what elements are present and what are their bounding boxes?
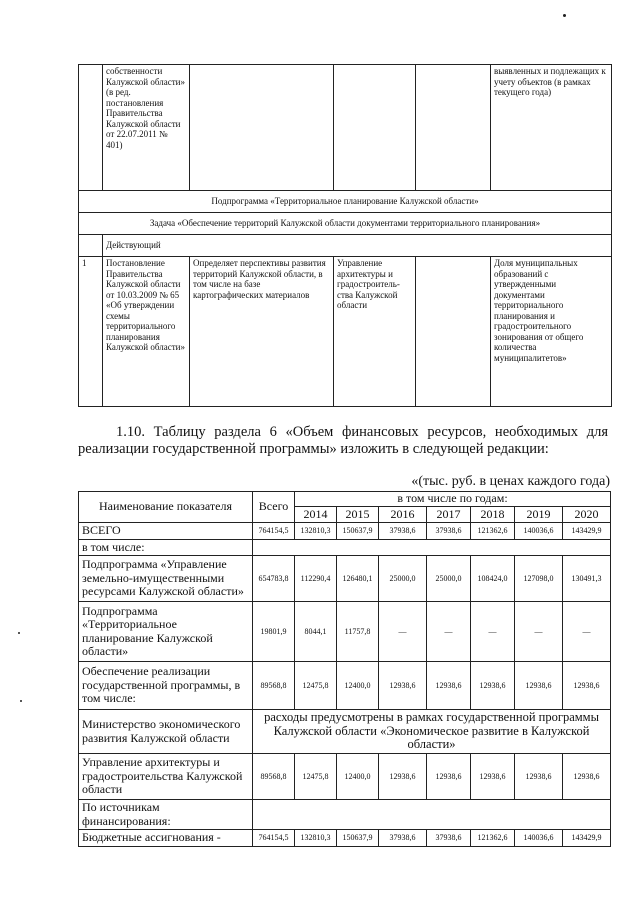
row-total: 654783,8 <box>253 556 295 602</box>
table-row <box>79 191 612 213</box>
row-note: расходы предусмотрены в рамках государственной программы Калужской области «Экономическое развитие в Калужской области» <box>253 710 611 754</box>
row-total: 89568,8 <box>253 754 295 800</box>
row-name: Бюджетные ассигнования - <box>79 830 253 847</box>
row-year-value: — <box>515 602 563 662</box>
header-year: 2019 <box>515 506 563 523</box>
row-year-value: 12475,8 <box>295 662 337 710</box>
row-year-value: 140036,6 <box>515 830 563 847</box>
table-row <box>79 539 611 556</box>
empty-cell <box>295 539 337 556</box>
table-row <box>79 800 611 830</box>
row-year-value: 8044,1 <box>295 602 337 662</box>
empty-cell <box>337 539 379 556</box>
empty-cell <box>427 800 471 830</box>
row-year-value: 130491,3 <box>563 556 611 602</box>
row-year-value: 25000,0 <box>379 556 427 602</box>
header-year: 2018 <box>471 506 515 523</box>
row-name: Обеспечение реализации государственной программы, в том числе: <box>79 662 253 710</box>
row-year-value: 12938,6 <box>515 662 563 710</box>
row-year-value: 108424,0 <box>471 556 515 602</box>
cell-indicator: выявленных и подлежащих к учету объектов (в рамках текущего года) <box>491 65 612 191</box>
row-total: 764154,5 <box>253 523 295 540</box>
row-name: ВСЕГО <box>79 523 253 540</box>
row-year-value: 37938,6 <box>379 830 427 847</box>
row-year-value: 112290,4 <box>295 556 337 602</box>
finance-table <box>78 491 611 847</box>
row-year-value: 12938,6 <box>563 662 611 710</box>
row-name: Подпрограмма «Управление земельно-имущественными ресурсами Калужской области» <box>79 556 253 602</box>
amendment-text: 1.10. Таблицу раздела 6 «Объем финансовых ресурсов, необходимых для реализации государственной программы» изложить в следующей редакции: <box>78 424 608 457</box>
table-row <box>79 523 611 540</box>
empty-cell <box>295 800 337 830</box>
empty-cell <box>515 539 563 556</box>
empty-cell <box>337 800 379 830</box>
header-year: 2016 <box>379 506 427 523</box>
row-name: Управление архитектуры и градостроительства Калужской области <box>79 754 253 800</box>
table-row <box>79 830 611 847</box>
cell-num <box>79 65 103 191</box>
row-name: Министерство экономического развития Калужской области <box>79 710 253 754</box>
row-year-value: 25000,0 <box>427 556 471 602</box>
row-year-value: 132810,3 <box>295 830 337 847</box>
row-year-value: 37938,6 <box>427 523 471 540</box>
row-year-value: 121362,6 <box>471 523 515 540</box>
row-year-value: — <box>563 602 611 662</box>
empty-cell <box>563 800 611 830</box>
cell-num <box>79 235 103 257</box>
empty-cell <box>563 539 611 556</box>
row-name: По источникам финансирования: <box>79 800 253 830</box>
cell-doc: собственности Калужской области» (в ред. постановления Правительства Калужской области от 22.07.2011 № 401) <box>103 65 190 191</box>
row-year-value: — <box>471 602 515 662</box>
header-name: Наименование показателя <box>79 492 253 523</box>
header-by-years: в том числе по годам: <box>295 492 611 507</box>
row-name: в том числе: <box>79 539 253 556</box>
cell-doc: Постановление Правительства Калужской области от 10.03.2009 № 65 «Об утверждении схемы территориального планирования Калужской области» <box>103 257 190 407</box>
cell-subject <box>190 65 334 191</box>
empty-cell <box>253 539 295 556</box>
table-row <box>79 754 611 800</box>
row-year-value: 140036,6 <box>515 523 563 540</box>
cell-num: 1 <box>79 257 103 407</box>
row-year-value: 12938,6 <box>563 754 611 800</box>
table-header-row <box>79 492 611 507</box>
row-year-value: — <box>427 602 471 662</box>
header-year: 2014 <box>295 506 337 523</box>
amendment-paragraph <box>78 424 608 458</box>
row-year-value: 126480,1 <box>337 556 379 602</box>
row-year-value: 12938,6 <box>379 662 427 710</box>
table-row <box>79 710 611 754</box>
cell-subject: Определяет перспективы развития территорий Калужской области, в том числе на базе картографических материалов <box>190 257 334 407</box>
row-total: 764154,5 <box>253 830 295 847</box>
header-year: 2020 <box>563 506 611 523</box>
table-row <box>79 257 612 407</box>
scan-dot <box>20 700 22 702</box>
row-year-value: 37938,6 <box>379 523 427 540</box>
table-row <box>79 662 611 710</box>
scan-dot <box>18 632 20 634</box>
row-year-value: 143429,9 <box>563 523 611 540</box>
row-name: Подпрограмма «Территориальное планирование Калужской области» <box>79 602 253 662</box>
row-year-value: 37938,6 <box>427 830 471 847</box>
row-year-value: 143429,9 <box>563 830 611 847</box>
task-title: Задача «Обеспечение территорий Калужской области документами территориального планирования» <box>79 213 612 235</box>
table-row <box>79 602 611 662</box>
table-row <box>79 556 611 602</box>
header-year: 2017 <box>427 506 471 523</box>
row-year-value: 11757,8 <box>337 602 379 662</box>
subprogram-title: Подпрограмма «Территориальное планирование Калужской области» <box>79 191 612 213</box>
cell-indicator: Доля муниципальных образований с утвержденными документами территориального планирования и градостроительного зонирования от общего количества муниципалитетов» <box>491 257 612 407</box>
cell-date <box>416 257 491 407</box>
empty-cell <box>471 800 515 830</box>
row-total: 19801,9 <box>253 602 295 662</box>
table-row <box>79 65 612 191</box>
row-year-value: — <box>379 602 427 662</box>
cell-executor <box>334 65 416 191</box>
header-total: Всего <box>253 492 295 523</box>
empty-cell <box>471 539 515 556</box>
row-year-value: 12938,6 <box>471 754 515 800</box>
cell-executor: Управление архитектуры и градостроитель-ства Калужской области <box>334 257 416 407</box>
row-year-value: 121362,6 <box>471 830 515 847</box>
table-row <box>79 235 612 257</box>
row-year-value: 12475,8 <box>295 754 337 800</box>
empty-cell <box>515 800 563 830</box>
cell-date <box>416 65 491 191</box>
row-year-value: 12938,6 <box>427 754 471 800</box>
table-row <box>79 213 612 235</box>
row-year-value: 127098,0 <box>515 556 563 602</box>
row-year-value: 12938,6 <box>379 754 427 800</box>
header-year: 2015 <box>337 506 379 523</box>
legal-acts-table <box>78 64 612 407</box>
row-total: 89568,8 <box>253 662 295 710</box>
row-year-value: 12400,0 <box>337 662 379 710</box>
row-year-value: 132810,3 <box>295 523 337 540</box>
unit-note: «(тыс. руб. в ценах каждого года) <box>411 474 610 489</box>
row-year-value: 12938,6 <box>471 662 515 710</box>
empty-cell <box>427 539 471 556</box>
row-year-value: 12400,0 <box>337 754 379 800</box>
empty-cell <box>379 539 427 556</box>
empty-cell <box>253 800 295 830</box>
row-year-value: 12938,6 <box>515 754 563 800</box>
row-year-value: 12938,6 <box>427 662 471 710</box>
scan-dot <box>563 14 566 17</box>
row-year-value: 150637,9 <box>337 830 379 847</box>
row-year-value: 150637,9 <box>337 523 379 540</box>
empty-cell <box>379 800 427 830</box>
status-label: Действующий <box>103 235 612 257</box>
